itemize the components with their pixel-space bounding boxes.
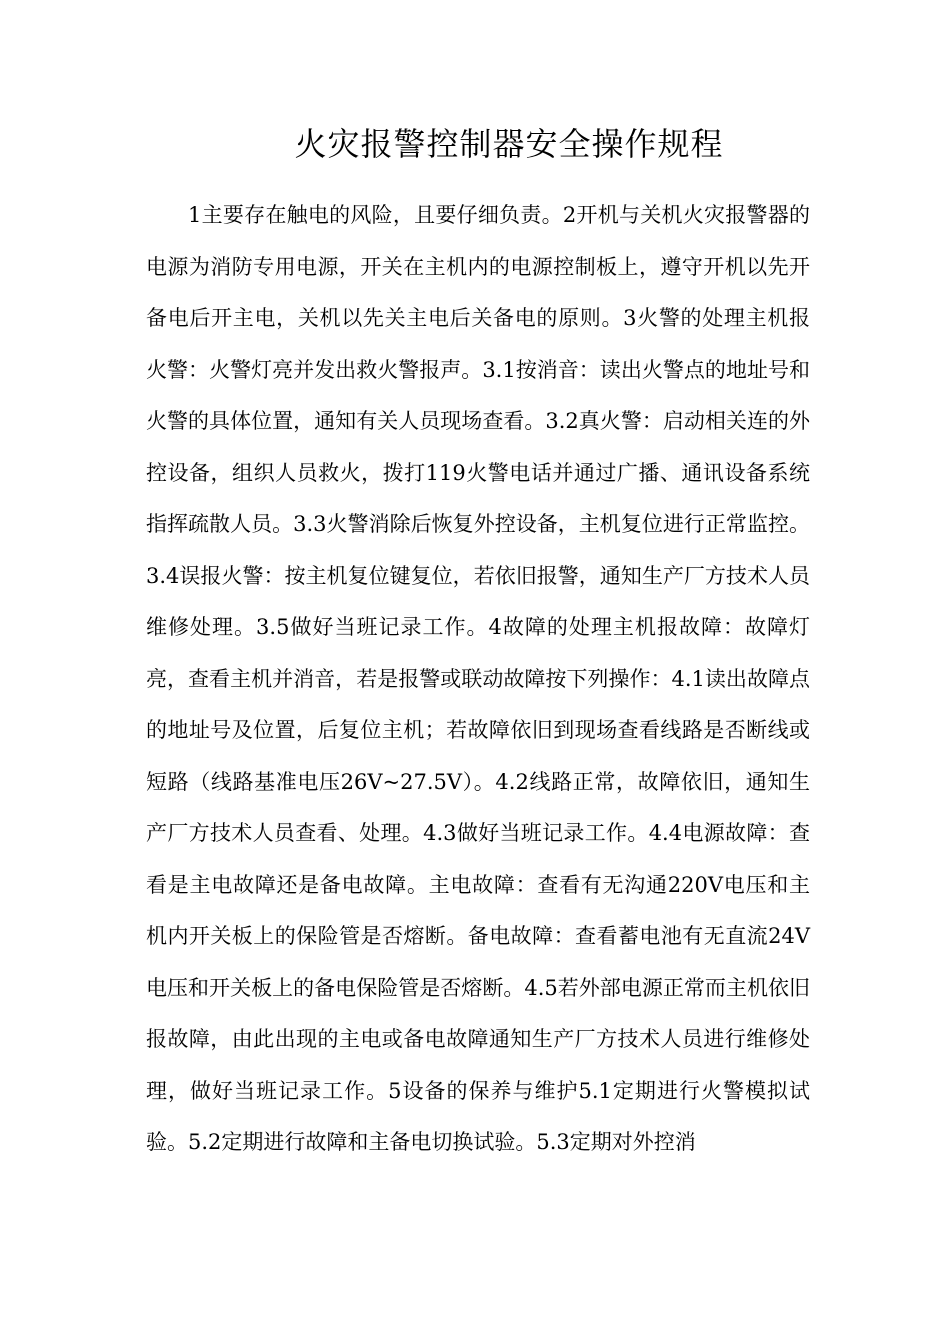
document-body-paragraph: 1主要存在触电的风险，且要仔细负责。2开机与关机火灾报警器的电源为消防专用电源，开关在主机内的电源控制板上，遵守开机以先开备电后开主电，关机以先关主电后关备电的原则。3火警的处理主机报火警：火警灯亮并发出救火警报声。3.1按消音：读出火警点的地址号和火警的具体位置，通知有关人员现场查看。3.2真火警：启动相关连的外控设备，组织人员救火，拨打119火警电话并通过广播、通讯设备系统指挥疏散人员。3.3火警消除后恢复外控设备，主机复位进行正常监控。3.4误报火警：按主机复位键复位，若依旧报警，通知生产厂方技术人员维修处理。3.5做好当班记录工作。4故障的处理主机报故障：故障灯亮，查看主机并消音，若是报警或联动故障按下列操作：4.1读出故障点的地址号及位置，后复位主机；若故障依旧到现场查看线路是否断线或短路（线路基准电压26V~27.5V）。4.2线路正常，故障依旧，通知生产厂方技术人员查看、处理。4.3做好当班记录工作。4.4电源故障：查看是主电故障还是备电故障。主电故障：查看有无沟通220V电压和主机内开关板上的保险管是否熔断。备电故障：查看蓄电池有无直流24V电压和开关板上的备电保险管是否熔断。4.5若外部电源正常而主机依旧报故障，由此出现的主电或备电故障通知生产厂方技术人员进行维修处理，做好当班记录工作。5设备的保养与维护5.1定期进行火警模拟试验。5.2定期进行故障和主备电切换试验。5.3定期对外控消 [146,203,810,1154]
document-title: 火灾报警控制器安全操作规程 [294,125,724,163]
